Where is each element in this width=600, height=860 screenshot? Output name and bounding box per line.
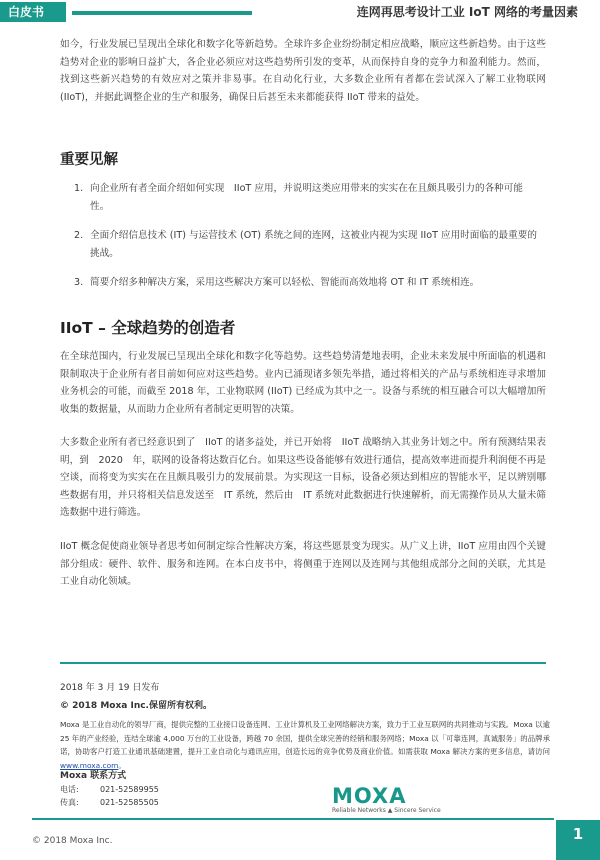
- intro-section: [60, 36, 546, 106]
- finding-text: 简要介绍多种解决方案，采用这些解决方案可以轻松、智能而高效地将 OT 和 IT 系统相连。: [90, 277, 480, 288]
- finding-text: 向企业所有者全面介绍如何实现 IIoT 应用，并说明这类应用带来的实实在在且颇具吸引力的各种可能性。: [90, 183, 523, 212]
- iiot-paragraph-1-wrap: [60, 348, 546, 418]
- moxa-logo: [332, 784, 454, 816]
- logo-wordmark: MOXA: [332, 784, 407, 808]
- key-findings-section: [60, 148, 546, 169]
- finding-number: 2.: [74, 230, 84, 241]
- footer-divider: [60, 662, 546, 664]
- iiot-paragraph-2: 大多数企业所有者已经意识到了 IIoT 的诸多益处，并已开始将 IIoT 战略纳入其业务计划之中。所有预测结果表明，到 2020 年，联网的设备将达数百亿台。如果这些设备能够有效进行通信，提高效率进而提升利润便不再是空谈，而将变为实实在在且颇具吸引力的发展前景。为实现这一目标，设备必须达到相应的智能水平，足以辨别哪些数据有用，并只将相关信息发送至 IT 系统，然后由 IT 系统对此数据进行快速解析，而无需操作员从大量未筛选数据中进行筛选。: [60, 437, 546, 518]
- rights-notice: © 2018 Moxa Inc.保留所有权利。: [60, 701, 212, 711]
- finding-number: 3.: [74, 277, 84, 288]
- page-number: 1: [556, 820, 600, 860]
- moxa-website-link[interactable]: www.moxa.com: [60, 760, 119, 770]
- iiot-paragraph-3-wrap: [60, 538, 546, 591]
- fax-line: [60, 797, 159, 808]
- iiot-paragraph-1: 在全球范围内，行业发展已呈现出全球化和数字化等趋势。这些趋势清楚地表明，企业未来发展中所面临的机遇和限制取决于企业所有者目前如何应对这些趋势。业内已涌现诸多领先举措，通过将相关的产品与系统相连寻求增加业务机会的可能，而截至 2018 年，工业物联网 (IIoT) 已经成为其中之一。设备与系统的相互融合可以大幅增加所收集的数据量，从而助力企业所有者制定更明智的决策。: [60, 351, 546, 415]
- key-findings-heading: 重要见解: [60, 152, 118, 168]
- page-header: [0, 0, 600, 26]
- iiot-heading: IIoT – 全球趋势的创造者: [60, 319, 236, 337]
- phone-line: [60, 784, 159, 795]
- iiot-paragraph-3: IIoT 概念促使商业领导者思考如何制定综合性解决方案，将这些愿景变为现实。从广义上讲，IIoT 应用由四个关键部分组成：硬件、软件、服务和连网。在本白皮书中，将侧重于连网以及连网与其他组成部分之间的关联，尤其是工业自动化领域。: [60, 541, 546, 587]
- finding-item-3: [60, 274, 538, 292]
- finding-item-1: [60, 180, 538, 215]
- bottom-divider: [32, 818, 554, 820]
- header-accent-bar: [72, 11, 252, 15]
- finding-item-2: [60, 227, 538, 262]
- fax-label: 传真:: [60, 798, 79, 807]
- about-suffix: 。: [118, 760, 126, 770]
- company-about: [60, 718, 550, 772]
- fax-number: 021-52585505: [100, 798, 159, 807]
- page-copyright: © 2018 Moxa Inc.: [32, 836, 113, 846]
- finding-number: 1.: [74, 183, 84, 194]
- logo-tagline: Reliable Networks ▲ Sincere Service: [332, 807, 441, 814]
- iiot-section-heading-wrap: [60, 316, 546, 338]
- publish-date: 2018 年 3 月 19 日发布: [60, 683, 160, 693]
- doc-type-label: 白皮书: [0, 2, 66, 22]
- phone-number: 021-52589955: [100, 785, 159, 794]
- iiot-paragraph-2-wrap: [60, 434, 546, 522]
- key-findings-list-wrap: [60, 180, 546, 304]
- finding-text: 全面介绍信息技术 (IT) 与运营技术 (OT) 系统之间的连网，这被业内视为实现 IIoT 应用时面临的最重要的挑战。: [90, 230, 537, 259]
- about-text: Moxa 是工业自动化的领导厂商，提供完整的工业接口设备连网、工业计算机及工业网络解决方案，致力于工业互联网的共同推动与实践。Moxa 以逾 25 年的产业经验，连结全球逾 4,000 万台的工业设备，跨越 70 余国，提供全球完善的经销和服务网络；Moxa 以「可靠连网，真诚服务」的品牌承诺，协助客户打造工业通讯基础建置，提升工业自动化与通讯应用，创造长远的竞争优势及商业价值。如需获取 Moxa 解决方案的更多信息，请访问: [60, 720, 550, 756]
- phone-label: 电话:: [60, 785, 79, 794]
- intro-paragraph: 如今，行业发展已呈现出全球化和数字化等新趋势。全球许多企业纷纷制定相应战略，顺应这些新趋势。由于这些趋势对企业的影响日益扩大，各企业必须应对这些趋势所引发的变革，从而保持自身的竞争力和盈利能力。然而，找到这些新兴趋势的有效应对之策并非易事。在自动化行业，大多数企业所有者都在尝试深入了解工业物联网 (IIoT)，并据此调整企业的生产和服务，确保日后甚至未来都能获得 IIoT 带来的益处。: [60, 39, 546, 103]
- document-title: 连网再思考设计工业 IoT 网络的考量因素: [356, 5, 578, 19]
- contact-heading: Moxa 联系方式: [60, 771, 127, 781]
- key-findings-list: [60, 180, 546, 292]
